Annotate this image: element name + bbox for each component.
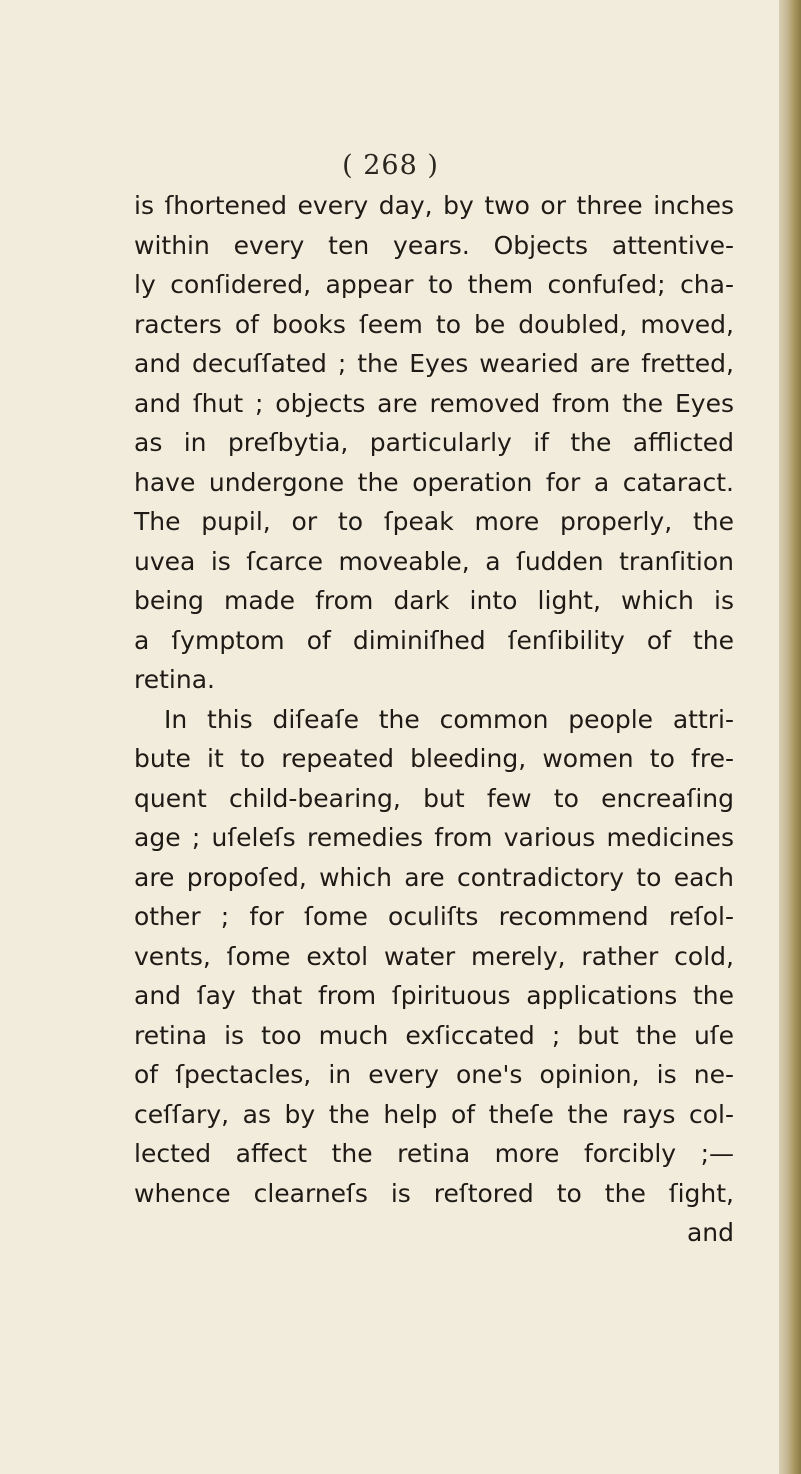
text-line: a ſymptom of diminiſhed ſenſibility of the — [134, 625, 734, 655]
text-line: bute it to repeated bleeding, women to fre- — [134, 744, 734, 773]
text-line: are propoſed, which are contradictory to each — [134, 862, 734, 892]
text-line: vents, ſome extol water merely, rather cold, — [134, 941, 734, 971]
text-line: and ſay that from ſpirituous applications the — [134, 981, 734, 1010]
catchword: and — [686, 1218, 734, 1247]
body-text — [134, 186, 734, 1253]
text-line: within every ten years. Objects attentive- — [134, 230, 734, 260]
text-line: is ſhortened every day, by two or three inches — [134, 191, 734, 220]
text-line: of ſpectacles, in every one's opinion, is ne- — [134, 1060, 734, 1089]
page-number: ( 268 ) — [342, 150, 439, 181]
text-line: lected affect the retina more forcibly ;— — [134, 1139, 734, 1168]
text-line: being made from dark into light, which is — [134, 586, 734, 615]
text-line: have undergone the operation for a cataract. — [134, 467, 734, 497]
text-line: age ; uſeleſs remedies from various medicines — [134, 823, 734, 852]
text-line: racters of books ſeem to be doubled, moved, — [134, 309, 734, 339]
paragraph-start-line: In this diſeaſe the common people attri- — [164, 704, 734, 734]
text-line: quent child-bearing, but few to encreaſing — [134, 783, 734, 813]
text-line: whence clearneſs is reſtored to the ſight, — [134, 1178, 734, 1208]
text-line: other ; for ſome oculiſts recommend reſol- — [134, 902, 734, 931]
text-line: ly conſidered, appear to them confuſed; cha- — [134, 270, 734, 299]
text-line: retina is too much exſiccated ; but the uſe — [134, 1020, 734, 1050]
page-edge-shadow — [779, 0, 801, 1474]
text-line: ceſſary, as by the help of theſe the rays col- — [134, 1099, 734, 1129]
text-line: as in preſbytia, particularly if the afflicted — [134, 428, 734, 457]
text-line: uvea is ſcarce moveable, a ſudden tranſition — [134, 546, 734, 576]
text-line: and ſhut ; objects are removed from the Eyes — [134, 388, 734, 418]
text-line: and decuſſated ; the Eyes wearied are fretted, — [134, 349, 734, 378]
text-line: retina. — [134, 665, 215, 694]
text-line: The pupil, or to ſpeak more properly, the — [134, 507, 734, 536]
